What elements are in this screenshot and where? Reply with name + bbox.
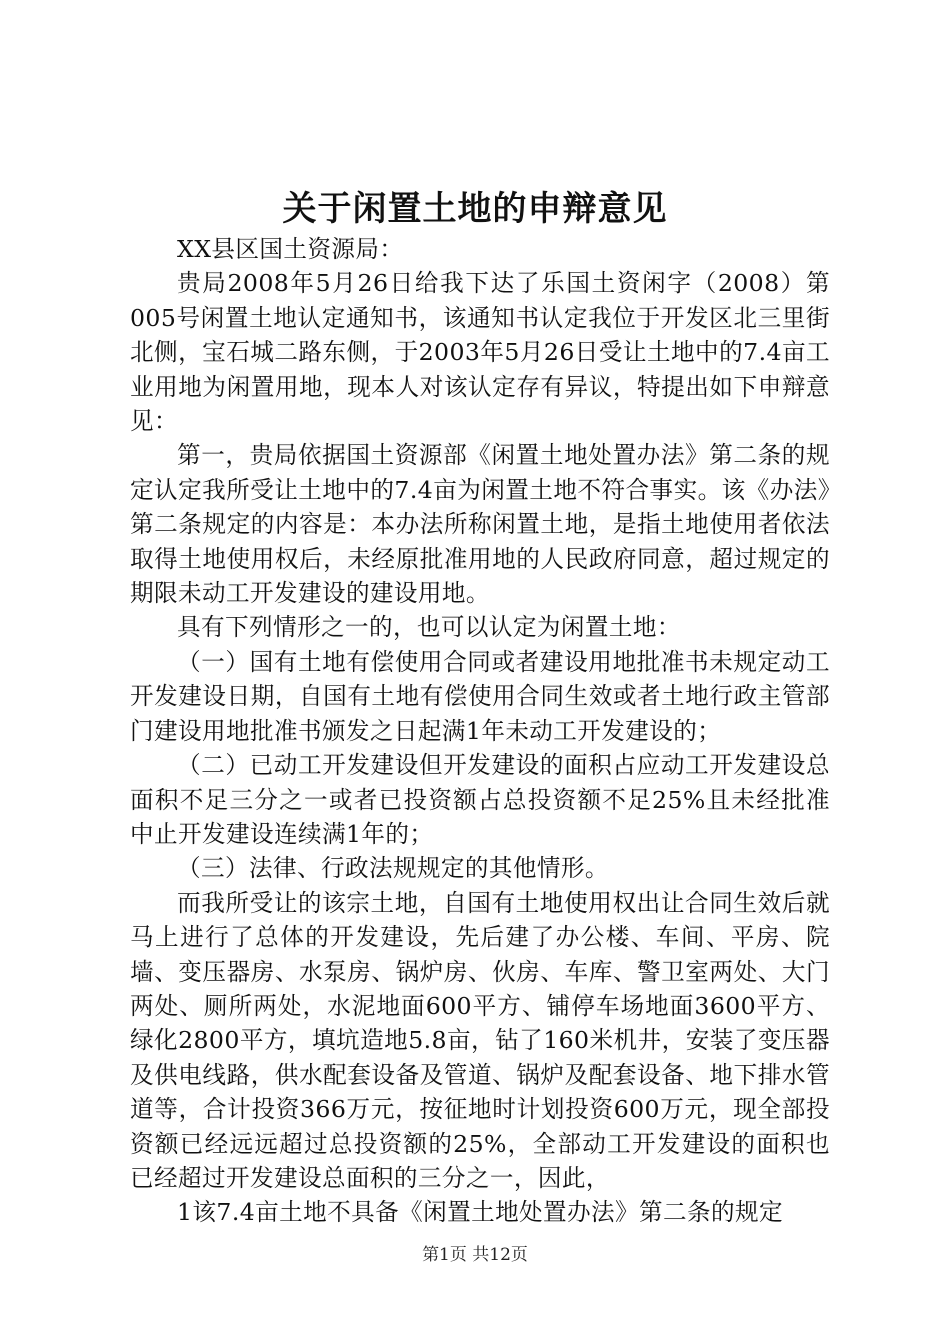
page-footer: 第1页 共12页: [422, 1245, 528, 1265]
body-paragraph: 1该7.4亩土地不具备《闲置土地处置办法》第二条的规定: [177, 1198, 783, 1227]
document-body: [130, 232, 830, 1230]
body-paragraph: 贵局2008年5月26日给我下达了乐国土资闲字（2008）第005号闲置土地认定通知书，该通知书认定我位于开发区北三里街北侧，宝石城二路东侧，于2003年5月26日受让土地中的7.4亩工业用地为闲置用地，现本人对该认定存有异议，特提出如下申辩意见：: [130, 269, 830, 436]
body-paragraph: 而我所受让的该宗土地，自国有土地使用权出让合同生效后就马上进行了总体的开发建设，先后建了办公楼、车间、平房、院墙、变压器房、水泵房、锅炉房、伙房、车库、警卫室两处、大门两处、厕所两处，水泥地面600平方、铺停车场地面3600平方、绿化2800平方，填坑造地5.8亩，钻了160米机井，安装了变压器及供电线路，供水配套设备及管道、锅炉及配套设备、地下排水管道等，合计投资366万元，按征地时计划投资600万元，现全部投资额已经远远超过总投资额的25%，全部动工开发建设的面积也已经超过开发建设总面积的三分之一，因此，: [130, 888, 830, 1192]
list-item-paragraph: （一）国有土地有偿使用合同或者建设用地批准书未规定动工开发建设日期，自国有土地有偿使用合同生效或者土地行政主管部门建设用地批准书颁发之日起满1年未动工开发建设的；: [130, 647, 830, 745]
list-item-paragraph: （三）法律、行政法规规定的其他情形。: [177, 854, 609, 883]
body-paragraph: 第一，贵局依据国土资源部《闲置土地处置办法》第二条的规定认定我所受让土地中的7.4亩为闲置土地不符合事实。该《办法》第二条规定的内容是：本办法所称闲置土地，是指土地使用者依法取得土地使用权后，未经原批准用地的人民政府同意，超过规定的期限未动工开发建设的建设用地。: [130, 441, 830, 608]
body-paragraph: 具有下列情形之一的，也可以认定为闲置土地：: [177, 613, 681, 642]
document-title: 关于闲置土地的申辩意见: [282, 189, 668, 229]
salutation-paragraph: XX县区国土资源局：: [177, 235, 404, 263]
list-item-paragraph: （二）已动工开发建设但开发建设的面积占应动工开发建设总面积不足三分之一或者已投资额占总投资额不足25%且未经批准中止开发建设连续满1年的；: [130, 751, 830, 848]
